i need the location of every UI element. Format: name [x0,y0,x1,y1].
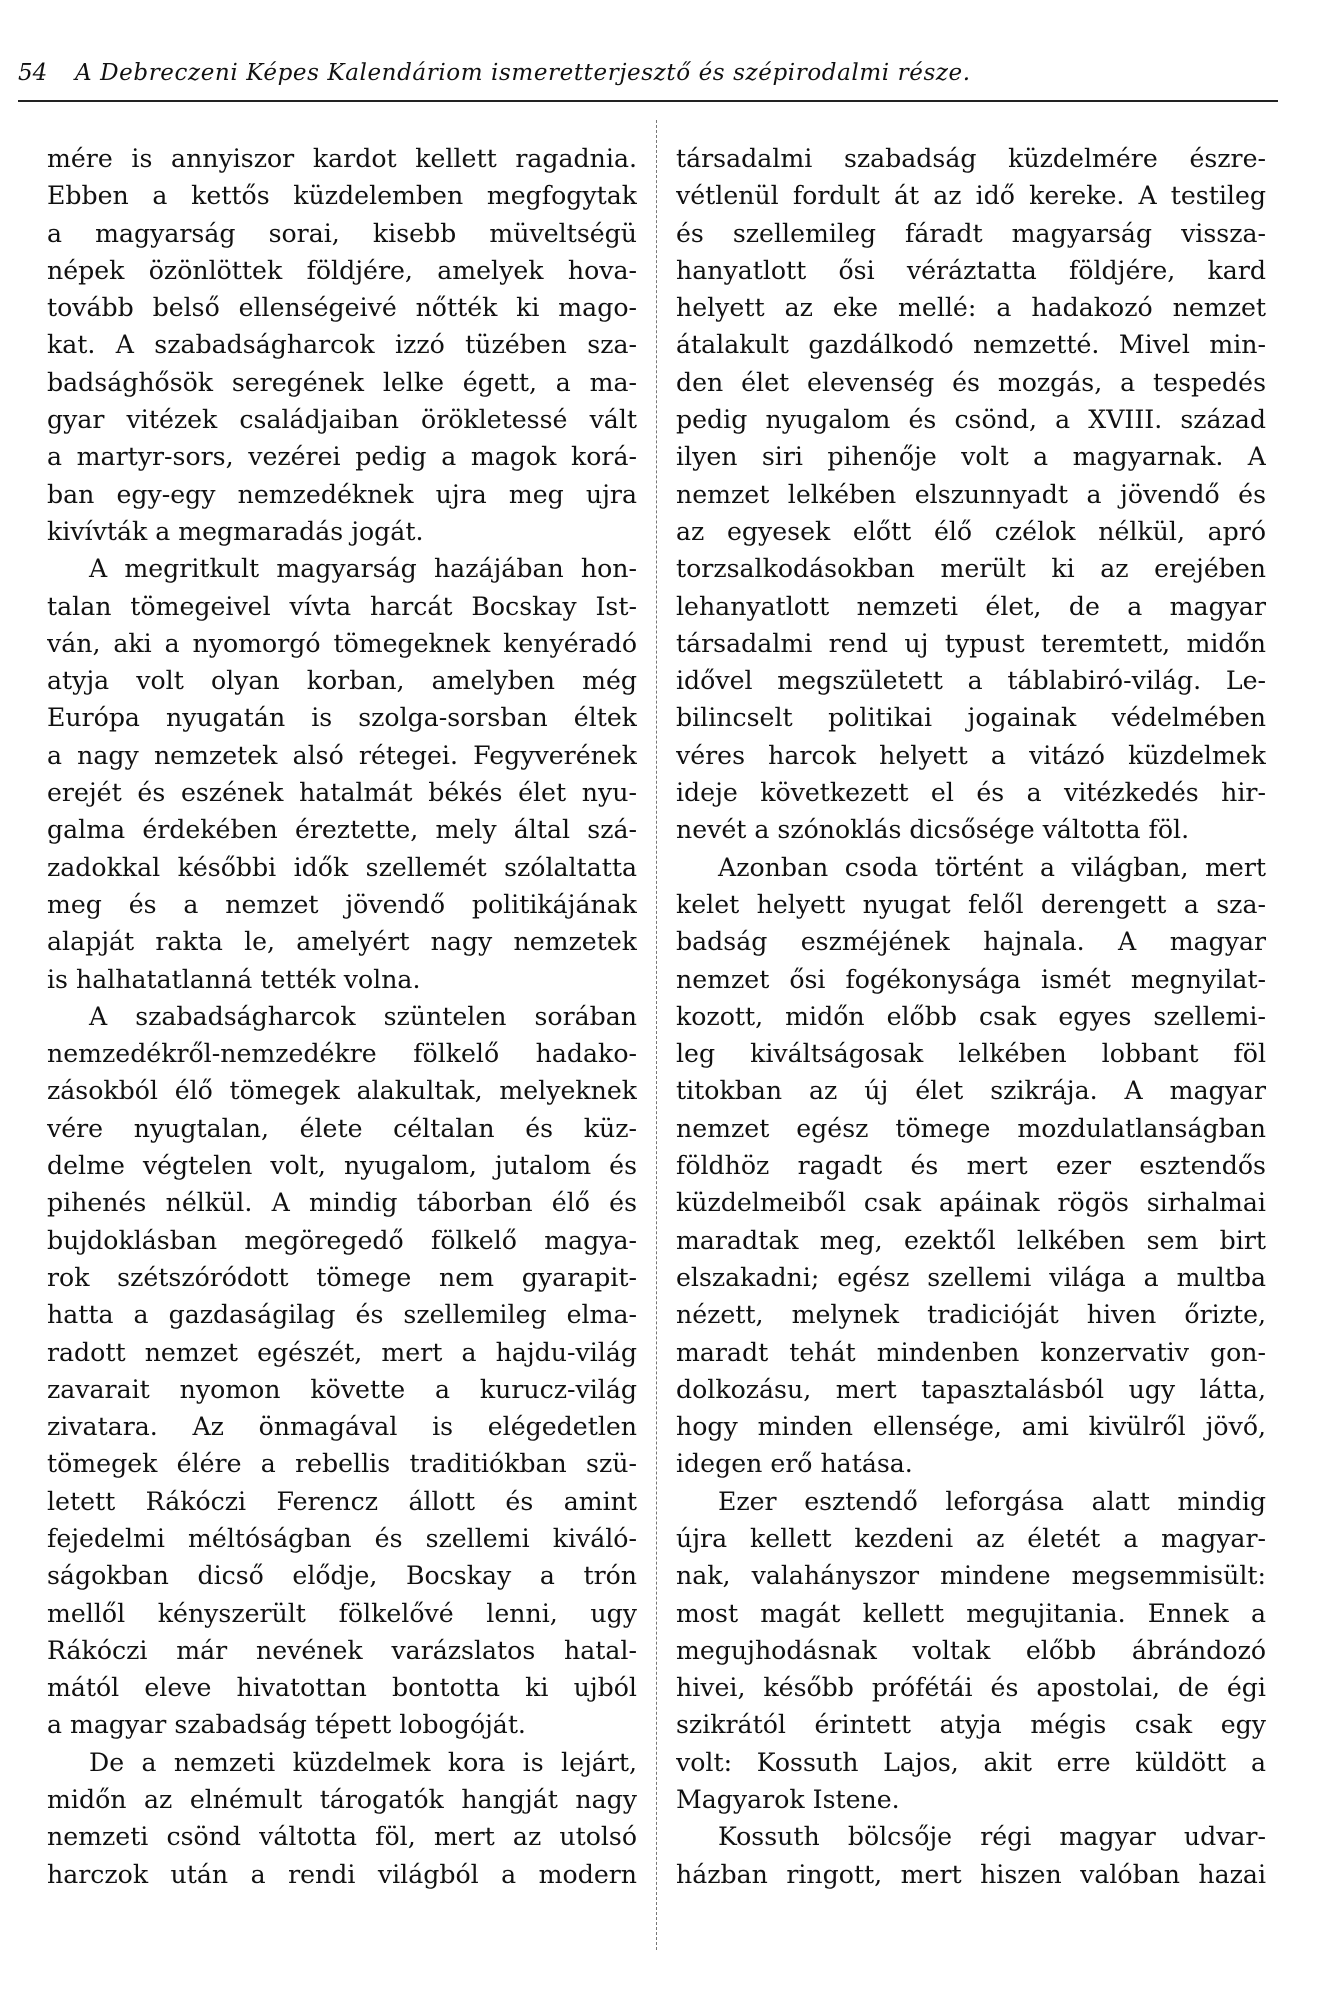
text-line: vétlenül fordult át az idő kereke. A testileg [676,181,1266,211]
text-line: idegen erő hatása. [676,1449,913,1479]
text-line: szikrától érintett atyja mégis csak egy [676,1710,1266,1740]
text-line: véres harcok helyett a vitázó küzdelmek [676,740,1266,770]
text-line: a martyr-sors, vezérei pedig a magok korá- [47,442,637,472]
header-rule [18,100,1278,102]
text-line: nemzet ősi fogékonysága ismét megnyilat- [676,964,1266,994]
text-line: meg és a nemzet jövendő politikájának [47,889,637,919]
text-line: Kossuth bölcsője régi magyar udvar- [718,1822,1266,1852]
text-line: maradt tehát mindenben konzervativ gon- [676,1337,1266,1367]
text-line: tovább belső ellenségeivé nőtték ki mago- [47,293,637,323]
text-line: letett Rákóczi Ferencz állott és amint [47,1486,637,1516]
text-line: is halhatatlanná tették volna. [47,964,421,994]
text-line: hanyatlott ősi véráztatta földjére, kard [676,255,1266,285]
text-line: nemzet lelkében elszunnyadt a jövendő és [676,479,1266,509]
text-line: erejét és eszének hatalmát békés élet nyu- [47,778,637,808]
text-line: galma érdekében éreztette, mely által szá- [47,815,637,845]
text-line: ilyen siri pihenője volt a magyarnak. A [676,442,1266,472]
text-line: most magát kellett megujitania. Ennek a [676,1598,1266,1628]
text-line: mellől kényszerült fölkelővé lenni, ugy [47,1598,637,1628]
text-line: De a nemzeti küzdelmek kora is lejárt, [89,1747,637,1777]
text-line: leg kiváltságosak lelkében lobbant föl [676,1039,1266,1069]
text-line: a nagy nemzetek alsó rétegei. Fegyverének [47,740,637,770]
text-line: mától eleve hivatottan bontotta ki ujból [47,1673,637,1703]
text-line: tömegek élére a rebellis traditiókban szü- [47,1449,637,1479]
text-line: ideje következett el és a vitézkedés hir- [676,778,1266,808]
text-line: kat. A szabadságharcok izzó tüzében sza- [47,330,637,360]
text-line: megujhodásnak voltak előbb ábrándozó [676,1635,1266,1665]
text-line: lehanyatlott nemzeti élet, de a magyar [676,591,1266,621]
text-line: A szabadságharcok szüntelen sorában [89,1001,637,1031]
text-line: társadalmi rend uj typust teremtett, midőn [676,628,1266,658]
text-line: nemzeti csönd váltotta föl, mert az utolsó [47,1822,637,1852]
text-line: hivei, később prófétái és apostolai, de égi [676,1673,1266,1703]
text-line: dolkozásu, mert tapasztalásból ugy látta, [676,1374,1266,1404]
text-line: nemzedékről-nemzedékre fölkelő hadako- [47,1039,637,1069]
text-line: az egyesek előtt élő czélok nélkül, apró [676,516,1266,546]
text-line: Európa nyugatán is szolga-sorsban éltek [47,703,637,733]
text-line: alapját rakta le, amelyért nagy nemzetek [47,927,637,957]
text-line: földhöz ragadt és mert ezer esztendős [676,1151,1266,1181]
text-line: házban ringott, mert hiszen valóban hazai [676,1859,1266,1889]
text-line: talan tömegeivel vívta harcát Bocskay Ist- [47,591,637,621]
text-line: midőn az elnémult tárogatók hangját nagy [47,1785,637,1815]
left-column [47,140,637,1893]
text-line: pedig nyugalom és csönd, a XVIII. század [676,405,1266,435]
text-line: Ebben a kettős küzdelemben megfogytak [47,181,637,211]
text-line: társadalmi szabadság küzdelmére észre- [676,144,1266,173]
text-line: ságokban dicső elődje, Bocskay a trón [47,1561,637,1591]
text-line: ban egy-egy nemzedéknek ujra meg ujra [47,479,637,509]
text-line: nevét a szónoklás dicsősége váltotta föl. [676,815,1190,845]
text-line: den élet elevenség és mozgás, a tespedés [676,367,1266,397]
text-line: és szellemileg fáradt magyarság vissza- [676,218,1266,248]
text-line: újra kellett kezdeni az életét a magyar- [676,1523,1266,1553]
text-line: atyja volt olyan korban, amelyben még [47,666,637,696]
text-line: átalakult gazdálkodó nemzetté. Mivel min- [676,330,1266,360]
text-line: Magyarok Istene. [676,1785,900,1815]
text-line: zavarait nyomon követte a kurucz-világ [47,1374,637,1404]
page-header [0,0,1332,120]
text-line: Azonban csoda történt a világban, mert [718,852,1266,882]
text-line: a magyar szabadság tépett lobogóját. [47,1710,526,1740]
text-line: delme végtelen volt, nyugalom, jutalom és [47,1151,637,1181]
text-line: helyett az eke mellé: a hadakozó nemzet [676,293,1266,323]
text-line: népek özönlöttek földjére, amelyek hova- [47,255,637,285]
text-line: torzsalkodásokban merült ki az erejében [676,554,1266,584]
text-line: Ezer esztendő leforgása alatt mindig [718,1486,1266,1516]
text-line: zásokból élő tömegek alakultak, melyeknek [47,1076,637,1106]
text-line: kelet helyett nyugat felől derengett a sza- [676,889,1266,919]
column-divider [656,120,658,1950]
text-line: küzdelmeiből csak apáinak rögös sirhalmai [676,1188,1266,1218]
text-line: kozott, midőn előbb csak egyes szellemi- [676,1001,1266,1031]
text-line: nemzet egész tömege mozdulatlanságban [676,1113,1266,1143]
text-line: A megritkult magyarság hazájában hon- [89,554,637,584]
text-line: harczok után a rendi világból a modern [47,1859,637,1889]
text-line: badsághősök seregének lelke égett, a ma- [47,367,637,397]
text-line: volt: Kossuth Lajos, akit erre küldött a [676,1747,1266,1777]
running-title: A Debreczeni Képes Kalendáriom ismeretterjesztő és szépirodalmi része. [75,60,971,86]
text-line: pihenés nélkül. A mindig táborban élő és [47,1188,637,1218]
text-line: badság eszméjének hajnala. A magyar [676,927,1266,957]
text-line: Rákóczi már nevének varázslatos hatal- [47,1635,637,1665]
text-line: elszakadni; egész szellemi világa a multba [676,1262,1266,1292]
text-line: bilincselt politikai jogainak védelmében [676,703,1266,733]
text-line: gyar vitézek családjaiban örökletessé vált [47,405,637,435]
text-line: rok szétszóródott tömege nem gyarapit- [47,1262,637,1292]
text-line: vére nyugtalan, élete céltalan és küz- [47,1113,637,1143]
text-line: zivatara. Az önmagával is elégedetlen [47,1412,637,1442]
page-number: 54 [18,60,48,86]
right-column [676,140,1266,1893]
text-line: kivívták a megmaradás jogát. [47,516,424,546]
text-line: hogy minden ellensége, ami kivülről jövő, [676,1412,1266,1442]
text-line: hatta a gazdaságilag és szellemileg elma- [47,1300,637,1330]
text-line: idővel megszületett a táblabiró-világ. Le- [676,666,1266,696]
text-line: fejedelmi méltóságban és szellemi kiváló- [47,1523,637,1553]
text-line: nak, valahányszor mindene megsemmisült: [676,1561,1266,1591]
text-line: nézett, melynek tradicióját hiven őrizte, [676,1300,1266,1330]
text-line: maradtak meg, ezektől lelkében sem birt [676,1225,1266,1255]
text-line: zadokkal későbbi idők szellemét szólaltatta [47,852,637,882]
text-line: radott nemzet egészét, mert a hajdu-világ [47,1337,637,1367]
text-line: titokban az új élet szikrája. A magyar [676,1076,1266,1106]
text-line: a magyarság sorai, kisebb müveltségü [47,218,637,248]
text-line: ván, aki a nyomorgó tömegeknek kenyéradó [47,628,637,658]
text-line: bujdoklásban megöregedő fölkelő magya- [47,1225,637,1255]
text-line: mére is annyiszor kardot kellett ragadnia. [47,144,637,173]
